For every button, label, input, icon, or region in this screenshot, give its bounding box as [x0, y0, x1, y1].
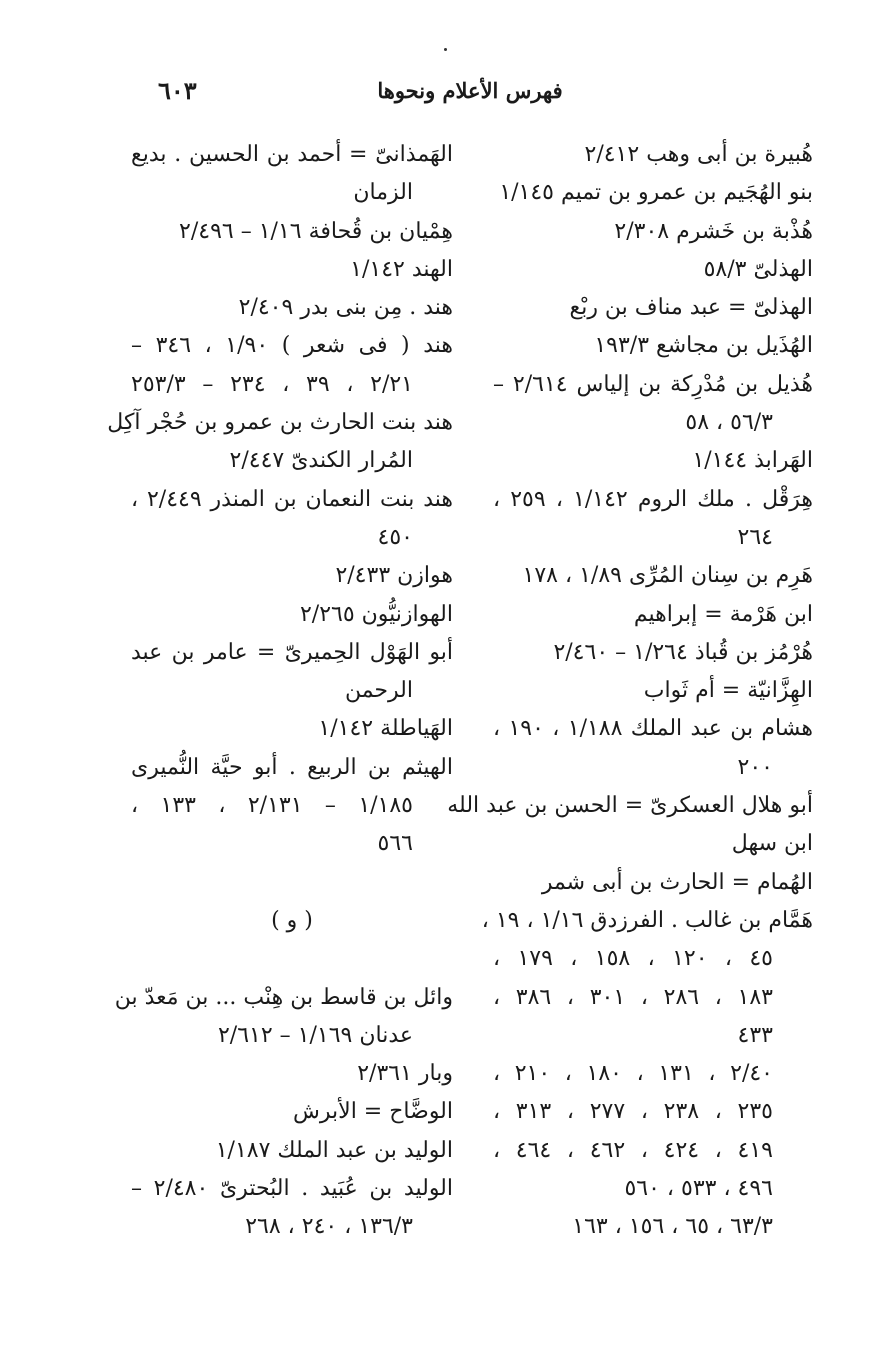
running-header: [140, 76, 800, 110]
index-entry-continuation: ٢/٢١ ، ٣٩ ، ٢٣٤ – ٢٥٣/٣: [131, 371, 413, 397]
index-entry: هَرِم بن سِنان المُرِّى ١/٨٩ ، ١٧٨: [522, 563, 813, 589]
index-column-right: [447, 136, 813, 1247]
page-number: ٦٠٣: [158, 76, 197, 105]
index-entry: هَمَّام بن غالب . الفرزدق ١/١٦ ، ١٩ ،: [481, 907, 813, 933]
index-entry: الهَرابذ ١/١٤٤: [692, 448, 813, 474]
index-entry-continuation: ٢/٤٠ ، ١٣١ ، ١٨٠ ، ٢١٠ ،: [493, 1061, 773, 1087]
index-entry-continuation: ٢٠٠: [737, 754, 773, 780]
index-entry: أبو هلال العسكرىّ = الحسن بن عبد الله: [447, 793, 813, 819]
print-speck: [444, 48, 447, 51]
blank-line: [131, 940, 453, 978]
index-entry: هُذْبة بن خَشرم ٢/٣٠٨: [614, 218, 813, 244]
index-entry: بنو الهُجَيم بن عمرو بن تميم ١/١٤٥: [499, 180, 813, 206]
index-entry: الهُمام = الحارث بن أبى شمر: [541, 869, 813, 895]
index-entry: هند بنت الحارث بن عمرو بن حُجْر آكِل: [107, 410, 453, 436]
index-entry: هند ( فى شعر ) ١/٩٠ ، ٣٤٦ –: [131, 333, 453, 359]
index-entry-continuation: الزمان: [353, 180, 413, 206]
index-entry: هوازن ٢/٤٣٣: [335, 563, 453, 589]
index-entry-continuation: ٢٣٥ ، ٢٣٨ ، ٢٧٧ ، ٣١٣ ،: [493, 1099, 773, 1125]
index-entry-continuation: عدنان ١/١٦٩ – ٢/٦١٢: [217, 1022, 413, 1048]
index-entry: الوليد بن عُبَيد . البُحترىّ ٢/٤٨٠ –: [131, 1176, 453, 1202]
index-entry: هند . مِن بنى بدر ٢/٤٠٩: [238, 295, 453, 321]
index-column-left: [107, 136, 453, 1247]
index-entry-continuation: ٥٦٦: [377, 831, 413, 857]
index-entry-continuation: ٦٣/٣ ، ٦٥ ، ١٥٦ ، ١٦٣: [572, 1214, 773, 1240]
index-entry: الهَياطلة ١/١٤٢: [318, 716, 453, 742]
index-entry-continuation: ١٣٦/٣ ، ٢٤٠ ، ٢٦٨: [245, 1214, 413, 1240]
index-entry: الوليد بن عبد الملك ١/١٨٧: [215, 1137, 453, 1163]
index-entry-continuation: الرحمن: [344, 678, 413, 704]
index-entry: الهَمذانىّ = أحمد بن الحسين . بديع: [131, 142, 453, 167]
index-entry-continuation: ٥٦/٣ ، ٥٨: [685, 410, 773, 436]
index-entry: الهذلىّ = عبد مناف بن ربْع: [569, 295, 813, 321]
index-entry: هُبيرة بن أبى وهب ٢/٤١٢: [584, 142, 813, 167]
index-entry-continuation: ٤٥ ، ١٢٠ ، ١٥٨ ، ١٧٩ ،: [493, 946, 773, 972]
section-letter-heading: ( و ): [271, 907, 313, 933]
index-entry: وائل بن قاسط بن هِنْب ... بن مَعدّ بن: [114, 984, 453, 1010]
index-entry: الهوازنيُّون ٢/٢٦٥: [299, 601, 453, 627]
index-entry: أبو الهَوْل الحِميرىّ = عامر بن عبد: [131, 639, 453, 665]
index-entry-continuation: ١/١٨٥ – ٢/١٣١ ، ١٣٣ ،: [131, 793, 413, 819]
index-entry: الوضَّاح = الأبرش: [293, 1099, 453, 1125]
index-entry-continuation: ٤٣٣: [737, 1022, 773, 1048]
header-title: فهرس الأعلام ونحوها: [377, 78, 563, 103]
index-entry: ابن هَرْمة = إبراهيم: [633, 601, 813, 627]
index-entry: هِرَقْل . ملك الروم ١/١٤٢ ، ٢٥٩ ،: [493, 486, 813, 512]
index-entry-continuation: ابن سهل: [731, 831, 813, 857]
index-entry: هِمْيان بن قُحافة ١/١٦ – ٢/٤٩٦: [179, 218, 453, 244]
index-entry: وبار ٢/٣٦١: [357, 1061, 453, 1087]
index-entry: الهذلىّ ٥٨/٣: [703, 256, 813, 282]
index-entry: الهِزَّانيّة = أم ثَواب: [643, 678, 813, 704]
index-entry-continuation: ٤١٩ ، ٤٢٤ ، ٤٦٢ ، ٤٦٤ ،: [493, 1137, 773, 1163]
index-entry-continuation: ٤٥٠: [377, 524, 413, 550]
index-entry: هند بنت النعمان بن المنذر ٢/٤٤٩ ،: [131, 486, 453, 512]
blank-line: [131, 864, 453, 902]
index-entry-continuation: ٤٩٦ ، ٥٣٣ ، ٥٦٠: [624, 1176, 773, 1202]
index-entry: هُذيل بن مُدْرِكة بن إلياس ٢/٦١٤ –: [493, 371, 813, 397]
index-entry: هشام بن عبد الملك ١/١٨٨ ، ١٩٠ ،: [493, 716, 813, 742]
index-entry-continuation: ٢٦٤: [737, 524, 773, 550]
index-entry: الهند ١/١٤٢: [350, 256, 453, 282]
index-entry: الهُذَيل بن مجاشع ١٩٣/٣: [594, 333, 813, 359]
index-entry: هُرْمُز بن قُباذ ١/٢٦٤ – ٢/٤٦٠: [553, 639, 813, 665]
index-entry: الهيثم بن الربيع . أبو حيَّة النُّميرى: [131, 754, 453, 780]
index-entry-continuation: ١٨٣ ، ٢٨٦ ، ٣٠١ ، ٣٨٦ ،: [493, 984, 773, 1010]
index-entry-continuation: المُرار الكندىّ ٢/٤٤٧: [229, 448, 413, 474]
